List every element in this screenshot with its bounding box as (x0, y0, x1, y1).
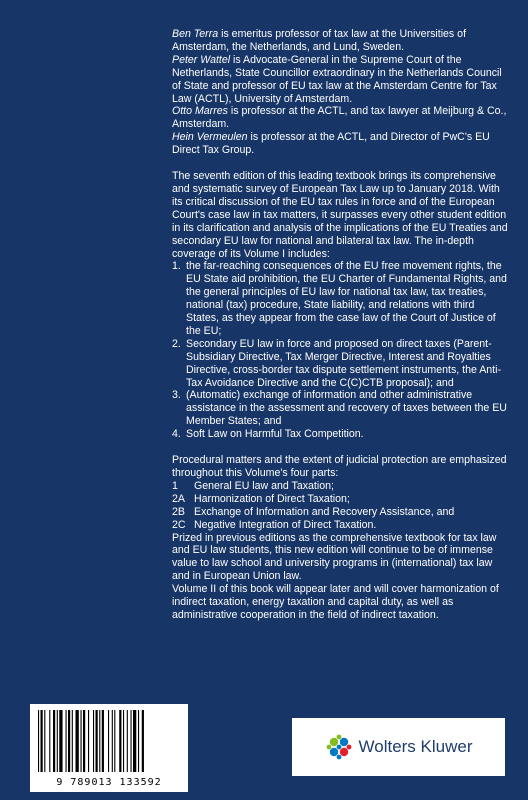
author-description: is professor at the ACTL, and tax lawyer at Meijburg & Co., Amsterdam. (172, 105, 507, 131)
barcode-bar (81, 710, 82, 772)
barcode-bar (49, 710, 50, 772)
author-name: Ben Terra (172, 28, 219, 40)
part-text: Exchange of Information and Recovery Assistance, and (194, 505, 455, 518)
list-text: (Automatic) exchange of information and other administrative assistance in the assessment and recovery of taxes between the EU Member States; and (186, 389, 507, 428)
barcode-bar (68, 710, 70, 772)
author-bio (172, 28, 508, 54)
parts-list (172, 480, 508, 532)
barcode-bar (127, 710, 128, 772)
author-name: Peter Wattel (172, 53, 231, 66)
part-code: 2C (172, 518, 186, 531)
intro-paragraph: The seventh edition of this leading textbook brings its comprehensive and systematic survey of European Tax Law up to January 2018. With its critical discussion of the EU tax rules in force and of the European Court's case law in tax matters, it surpasses every other student edition in its clarification and analysis of the implications of the EU Treaties and secondary EU law for national and bilateral tax law. The in-depth coverage of its Volume I includes: (172, 170, 508, 260)
barcode-bar (112, 710, 113, 772)
barcode-bar (59, 710, 62, 772)
author-description: is professor at the ACTL, and Director of PwC's EU Direct Tax Group. (172, 131, 490, 157)
list-text: Soft Law on Harmful Tax Competition. (186, 428, 364, 441)
barcode-bar (88, 710, 89, 772)
list-text: the far-reaching consequences of the EU free movement rights, the EU State aid prohibition, the EU Charter of Fundamental Rights, and the general principles of EU law for national tax law, tax treaties, national (tax) procedure, State liability, and relations with third States, as they appear from the case law of the Court of Justice of the EU; (186, 260, 507, 337)
list-item (172, 389, 508, 428)
volume2-paragraph: Volume II of this book will appear later and will cover harmonization of indirect taxation, energy taxation and capital duty, as well as administrative cooperation in the field of indirect taxation. (172, 583, 499, 621)
author-description: is emeritus professor of tax law at the Universities of Amsterdam, the Netherlands, and Lund, Sweden. (172, 28, 467, 53)
part-item (172, 480, 508, 493)
part-text: Harmonization of Direct Taxation; (194, 492, 350, 505)
barcode-bar (76, 710, 79, 772)
barcode-bar (41, 710, 43, 772)
barcode-digits: 9 789013 133592 (56, 777, 162, 788)
list-number: 1. (172, 260, 181, 273)
cover-text (172, 28, 508, 622)
part-item (172, 519, 508, 532)
barcode-bar (38, 710, 39, 772)
procedural-section (172, 454, 508, 622)
author-description: is Advocate-General in the Supreme Court of the Netherlands, State Councillor extraordinary in the Netherlands Council of State and professor of EU tax law at the Amsterdam Centre for Tax Law (ACTL), University of Amsterdam. (172, 53, 502, 105)
part-code: 2A (172, 492, 185, 505)
description-section (172, 170, 508, 441)
author-name: Hein Vermeulen (172, 131, 248, 144)
barcode-bar (114, 710, 115, 772)
barcode-bar (57, 710, 58, 772)
barcode-bar (131, 710, 132, 772)
list-text: Secondary EU law in force and proposed on direct taxes (Parent-Subsidiary Directive, Tax Merger Directive, Interest and Royalties Directive, cross-border tax dispute settlement instruments, the Anti-Tax Avoidance Directive and the C(C)CTB proposal); and (186, 337, 501, 389)
author-name: Otto Marres (172, 105, 228, 118)
barcode-bar (133, 710, 136, 772)
barcode-bar (108, 710, 109, 772)
part-item (172, 506, 508, 519)
publisher-name: Wolters Kluwer (358, 737, 473, 756)
barcode-bars (36, 710, 182, 772)
part-code: 1 (172, 479, 178, 492)
barcode-bar (102, 710, 104, 772)
barcode-bar (99, 710, 100, 772)
part-code: 2B (172, 505, 185, 518)
coverage-list (172, 260, 508, 441)
barcode-bar (53, 710, 55, 772)
author-bios (172, 28, 508, 157)
barcode-bar (72, 710, 73, 772)
barcode-bar (142, 710, 144, 772)
list-item (172, 338, 508, 390)
barcode-bar (123, 710, 124, 772)
list-item (172, 260, 508, 337)
barcode-bar (119, 710, 121, 772)
part-item (172, 493, 508, 506)
isbn-barcode (30, 704, 188, 792)
barcode-bar (93, 710, 94, 772)
author-bio (172, 131, 508, 157)
list-number: 4. (172, 428, 181, 441)
procedural-paragraph: Procedural matters and the extent of judicial protection are emphasized throughout this Volume's four parts: (172, 454, 507, 479)
barcode-bar (83, 710, 85, 772)
prized-paragraph: Prized in previous editions as the comprehensive textbook for tax law and EU law students, this new edition will continue to be of immense value to law school and university programs in (international) tax law and in European Union law. (172, 531, 497, 583)
part-text: Negative Integration of Direct Taxation. (194, 518, 377, 531)
barcode-bar (66, 710, 67, 772)
publisher-logo-box (292, 718, 505, 776)
barcode-bar (138, 710, 139, 772)
author-bio (172, 54, 508, 106)
barcode-bar (44, 710, 45, 772)
wolters-kluwer-logo-icon (325, 733, 353, 761)
author-bio (172, 105, 508, 131)
list-number: 2. (172, 337, 181, 350)
part-text: General EU law and Taxation; (194, 479, 334, 492)
barcode-bar (96, 710, 98, 772)
list-number: 3. (172, 389, 181, 402)
list-item (172, 428, 508, 441)
